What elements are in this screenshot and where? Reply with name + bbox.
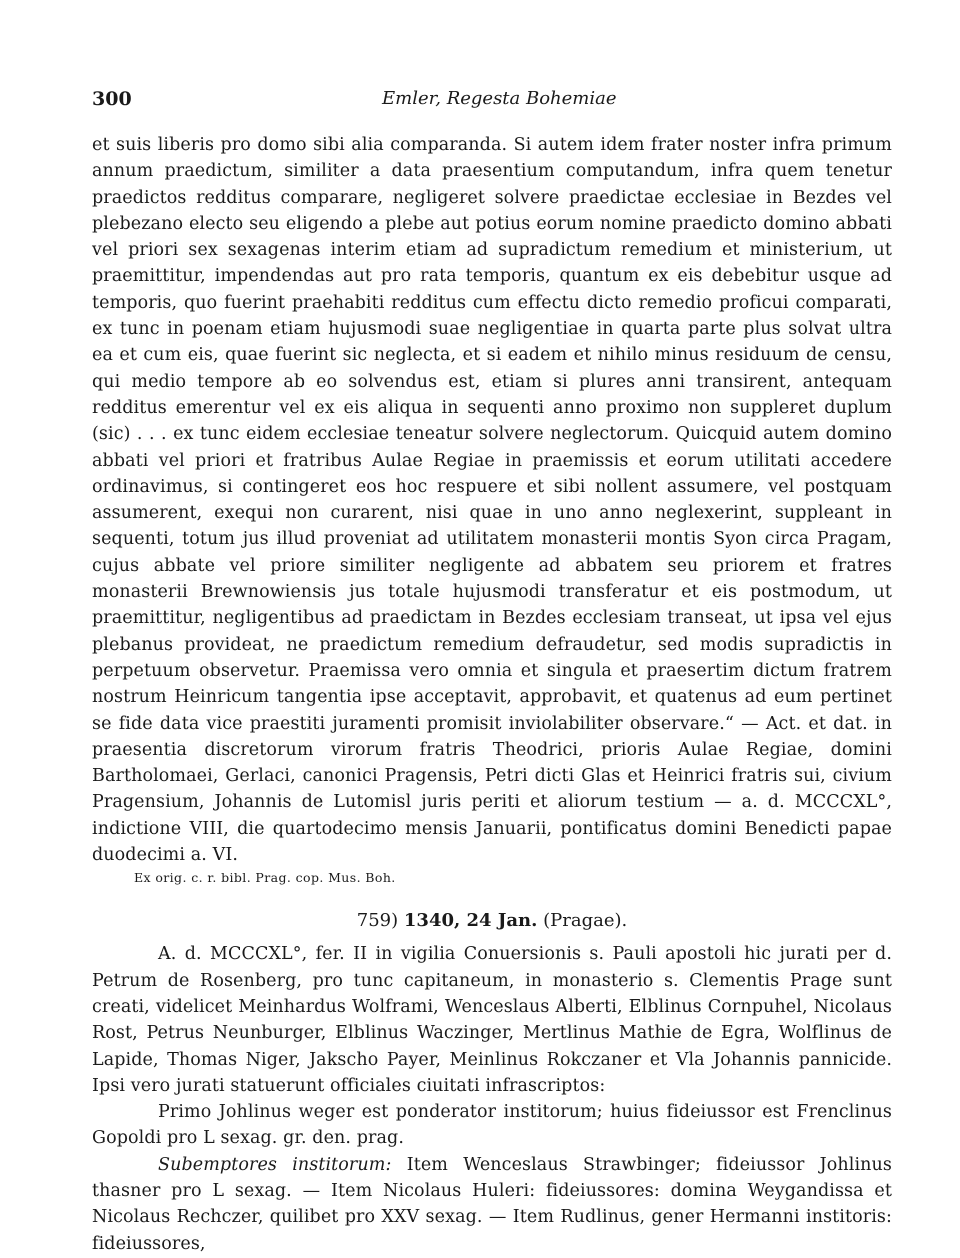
entry-paragraph-2: Primo Johlinus weger est ponderator institorum; huius fideiussor est Frenclinus Gopoldi pro L sexag. gr. den. prag. xyxy=(92,1102,892,1149)
entry-number: 759) xyxy=(356,910,399,932)
entry-heading xyxy=(92,910,892,931)
subemptores-label: Subemptores institorum: xyxy=(158,1154,392,1175)
entry-body xyxy=(92,941,892,1257)
document-page xyxy=(92,88,892,1257)
continuation-paragraph: et suis liberis pro domo sibi alia comparanda. Si autem idem frater noster infra primum annum praedictum, similiter a data praesentium computandum, infra quem tenetur praedictos redditus comparare, negligeret solvere praedictae ecclesiae in Bezdes vel plebezano electo seu eligendo a plebe aut potius eorum nomine praedicto domino abbati vel priori sex sexagenas interim etiam ad supradictum remedium et ministerium, ut praemittitur, impendendas aut pro rata temporis, quantum ex eis debebitur usque ad temporis, quo fuerint praehabiti redditus cum effectu dicto remedio proficui comparati, ex tunc in poenam etiam hujusmodi suae negligentiae in quarta parte plus solvat ultra ea et cum eis, quae fuerint sic neglecta, et si eadem et nihilo minus residuum de censu, qui medio tempore ab eo solvendus est, etiam si plures anni transirent, antequam redditus emerentur vel ex eis aliqua in sequenti anno proximo non suppleret duplum (sic) . . . ex tunc eidem ecclesiae teneatur solvere neglectorum. Quicquid autem domino abbati vel priori et fratribus Aulae Regiae in praemissis et eorum utilitati accedere ordinavimus, si contingeret eos hoc respuere et sibi nollent assumere, vel postquam assumerent, exequi non curarent, nisi quae in uno anno neglexerint, suppleant in sequenti, totum jus illud proveniat ad utilitatem monasterii montis Syon circa Pragam, cujus abbate vel priore similiter negligente ad abbatem seu priorem et fratres monasterii Brewnowiensis jus totale hujusmodi transferatur et eis postmodum, ut praemittitur, negligentibus ad praedictam in Bezdes ecclesiam transeat, ut ipsa vel ejus plebanus provideat, ne praedictum remedium defraudetur, sed modis supradictis in perpetuum observetur. Praemissa vero omnia et singula et praesertim dictum fratrem nostrum Heinricum tangentia ipse acceptavit, approbavit, et quatenus ad eum pertinet se fide data vice praestiti juramenti promisit inviolabiliter observare.“ — Act. et dat. in praesentia discretorum virorum fratris Theodrici, prioris Aulae Regiae, domini Bartholomaei, Gerlaci, canonici Pragensis, Petri dicti Glas et Heinrici fratris sui, civium Pragensium, Johannis de Lutomisl juris periti et aliorum testium — a. d. MCCCXL°, indictione VIII, die quartodecimo mensis Januarii, pontificatus domini Benedicti papae duodecimi a. VI. xyxy=(92,135,892,866)
page-number: 300 xyxy=(92,88,132,110)
running-header xyxy=(92,88,892,118)
running-title: Emler, Regesta Bohemiae xyxy=(382,88,617,109)
source-note: Ex orig. c. r. bibl. Prag. cop. Mus. Boh. xyxy=(134,870,396,886)
subemptores-text: Item Wenceslaus Strawbinger; fideiussor Johlinus thasner pro L sexag. — Item Nicolaus Huleri: fideiussores: domina Weygandissa et Nicolaus Rechczer, quilibet pro XXV sexag. — Item Rudlinus, gener Hermanni institoris: fideiussores, xyxy=(92,1154,892,1254)
entry-paragraph-1: A. d. MCCCXL°, fer. II in vigilia Conuersionis s. Pauli apostoli hic jurati per d. Petrum de Rosenberg, pro tunc capitaneum, in monasterio s. Clementis Prage sunt creati, videlicet Meinhardus Wolframi, Wenceslaus Alberti, Elblinus Cornpuhel, Nicolaus Rost, Petrus Neunburger, Elblinus Waczinger, Mertlinus Mathie de Egra, Wolflinus de Lapide, Thomas Niger, Jakscho Payer, Meinlinus Rokczaner et Vla Johannis pannicide. Ipsi vero jurati statuerunt officiales ciuitati infrascriptos: xyxy=(92,944,892,1096)
entry-date: 1340, 24 Jan. xyxy=(403,910,538,932)
entry-paragraph-3 xyxy=(92,1152,892,1257)
entry-place: (Pragae). xyxy=(543,910,628,932)
